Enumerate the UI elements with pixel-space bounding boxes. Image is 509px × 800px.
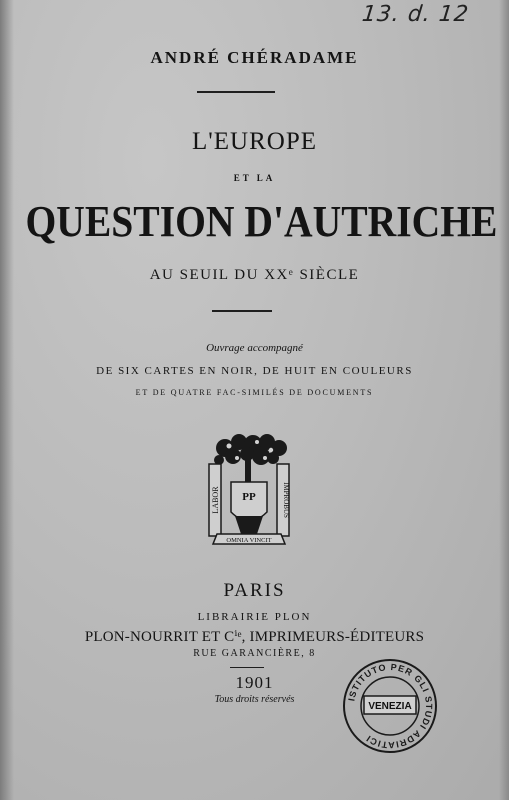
stamp-center-text: VENEZIA: [368, 701, 412, 712]
subtitle: AU SEUIL DU XXᵉ SIÈCLE: [149, 267, 360, 283]
device-left-text: LABOR: [211, 486, 220, 514]
note-line-1: DE SIX CARTES EN NOIR, DE HUIT EN COULEURS: [96, 365, 413, 377]
printer-device-emblem: [207, 434, 291, 548]
author-name: ANDRÉ CHÉRADAME: [150, 48, 359, 67]
publisher-line-3: RUE GARANCIÈRE, 8: [193, 648, 316, 659]
title-line-1: L'EUROPE: [191, 128, 317, 155]
title-connector: ET LA: [233, 173, 276, 183]
publication-place: PARIS: [223, 580, 286, 601]
rule-top: [197, 91, 275, 93]
device-right-text: IMPROBUS: [282, 482, 290, 518]
device-bottom-text: OMNIA VINCIT: [226, 537, 272, 544]
publisher-line-2: PLON-NOURRIT ET Cⁱᵉ, IMPRIMEURS-ÉDITEURS: [84, 629, 425, 645]
rights-notice: Tous droits réservés: [214, 694, 295, 705]
rule-middle: [212, 310, 272, 312]
library-stamp: [340, 656, 440, 756]
note-ouvrage: Ouvrage accompagné: [206, 342, 303, 354]
title-line-2: QUESTION D'AUTRICHE: [25, 197, 498, 246]
rule-bottom: [230, 667, 264, 668]
shelfmark-handwritten: 13. d. 12: [360, 2, 471, 27]
device-monogram: PP: [242, 491, 256, 503]
publication-year: 1901: [235, 673, 274, 692]
note-line-2: ET DE QUATRE FAC-SIMILÉS DE DOCUMENTS: [135, 388, 374, 397]
stamp-ring-text: ISTITUTO PER GLI STUDI ADRIATICI: [346, 661, 435, 751]
publisher-line-1: LIBRAIRIE PLON: [197, 611, 312, 623]
